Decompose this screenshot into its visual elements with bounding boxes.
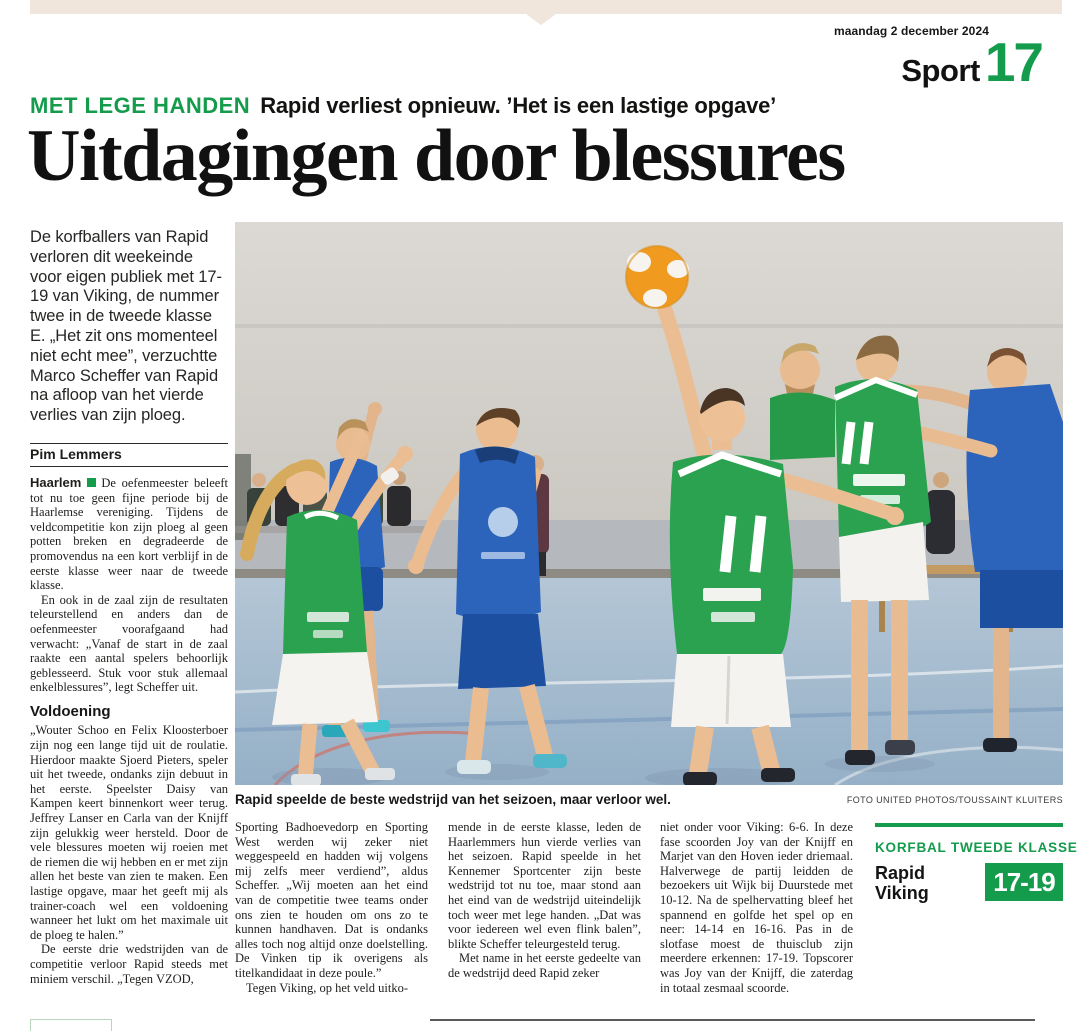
article-paragraph — [30, 476, 228, 593]
masthead — [833, 24, 1042, 93]
article-paragraph: „Wouter Schoo en Felix Kloosterboer zijn nog een lange tijd uit de roulatie. Hierdoor maakte Sjoerd Pieters, speler uit het tweede, ondanks zijn debuut in het eerste. Speelster Daisy van Kampen keert binnenkort weer terug. Jeffrey Lanser en Carla van der Knijff zijn gelukkig weer hersteld. Door de vele blessures moeten wij roeien met de riemen die wij hebben en er met zijn allen het beste van zien te maken. Een lastige opgave, maar het geeft mij als trainer-coach wel een voldoening wanneer het lukt om het maximale uit de ploeg te halen.” — [30, 723, 228, 942]
article-paragraph: mende in de eerste klasse, leden de Haarlemmers hun vierde verlies van het seizoen. Rapid speelde in het Kennemer Sportcenter zijn beste wedstrijd tot nu toe, maar stond aan het eind van de wedstrijd uiteindelijk toch weer met lege handen. „Dat was voor iedereen wel even flink balen”, blikte Scheffer teleurgesteld terug. — [448, 820, 641, 951]
masthead-date: maandag 2 december 2024 — [833, 24, 989, 38]
kicker-deck: Rapid verliest opnieuw. ’Het is een lastige opgave’ — [260, 93, 777, 118]
scorebox — [875, 823, 1078, 903]
masthead-page-number: 17 — [984, 31, 1042, 93]
article-headline: Uitdagingen door blessures — [27, 115, 845, 197]
byline: Pim Lemmers — [30, 443, 228, 467]
fold-notch-icon — [526, 14, 556, 25]
scorebox-rule — [875, 823, 1063, 827]
kicker-tag: MET LEGE HANDEN — [30, 93, 251, 118]
next-article-box-partial — [30, 1019, 112, 1031]
article-paragraph: Tegen Viking, op het veld uitko- — [246, 980, 409, 995]
article-paragraph: niet onder voor Viking: 6-6. In deze fase scoorden Joy van der Knijff en Marjet van den Hoven ieder driemaal. Halverwege de partij leidden de bezoekers uit Wijk bij Duurstede met 10-12. Na de spelhervatting bleef het spannend en golfde het spel op en neer: 14-14 en 16-16. Pas in de slotfase moest de thuisclub zijn meerdere erkennen: 17-19. Topscorer was Joy van der Knijff, die zaterdag in totaal zesmaal scoorde. — [660, 820, 853, 995]
scorebox-score: 17-19 — [985, 863, 1063, 901]
article-paragraph: Met name in het eerste gedeelte van de wedstrijd deed Rapid zeker — [448, 951, 641, 980]
masthead-section-label: Sport — [901, 53, 980, 88]
body-column-1 — [235, 820, 428, 1031]
dateline-marker-icon — [87, 478, 96, 487]
photo-credit: FOTO UNITED PHOTOS/TOUSSAINT KLUITERS — [846, 795, 1063, 805]
photo-caption-row — [235, 792, 1063, 807]
scorebox-heading: KORFBAL TWEEDE KLASSE — [875, 840, 1078, 855]
next-section-rule — [430, 1019, 1035, 1021]
photo-ball — [626, 246, 689, 308]
article-paragraph: En ook in de zaal zijn de resultaten teleurstellend en anders dan de oefenmeester voorafgaand had verwacht: „Vanaf de start in de zaal raakte een aantal spelers behoorlijk geblesseerd. Stuk voor stuk allemaal enkelblessures”, legt Scheffer uit. — [30, 592, 228, 695]
paragraph-text: De oefenmeester beleeft tot nu toe geen fijne periode bij de Haarlemse vereniging. Tijdens de veldcompetitie kon zijn ploeg al geen potten breken en degradeerde de promovendus na een kort verblijf in de eerste klasse weer naar de tweede klasse. — [30, 475, 228, 593]
article-photo — [235, 222, 1063, 785]
body-column-2 — [448, 820, 641, 1031]
article-paragraph: De eerste drie wedstrijden van de competitie verloor Rapid steeds met miniem verschil. „Tegen VZOD, — [30, 942, 228, 986]
left-column — [30, 228, 228, 986]
scorebox-teams — [875, 863, 929, 903]
scorebox-row — [875, 863, 1063, 903]
intro-paragraph: De korfballers van Rapid verloren dit weekeinde voor eigen publiek met 17-19 van Viking, de nummer twee in de tweede klasse E. „Het zit ons momenteel niet echt mee”, verzuchtte Marco Scheffer van Rapid na afloop van het vierde verlies van zijn ploeg. — [30, 228, 222, 425]
body-column-3 — [660, 820, 853, 1031]
dateline: Haarlem — [30, 474, 82, 490]
korfball-action-photo — [235, 222, 1063, 785]
section-subhead: Voldoening — [30, 702, 111, 720]
article-body — [30, 476, 228, 986]
scorebox-away-team: Viking — [875, 883, 929, 903]
photo-caption: Rapid speelde de beste wedstrijd van het seizoen, maar verloor wel. — [235, 792, 671, 807]
scorebox-home-team: Rapid — [875, 863, 926, 883]
page-fold-strip — [30, 0, 1062, 14]
article-paragraph: Sporting Badhoevedorp en Sporting West werden wij zeker niet weggespeeld en hadden wij volgens mij zelfs meer verdiend”, aldus Scheffer. „Wij moeten aan het eind van de competitie twee teams onder ons zien te houden om ons zo te kunnen handhaven. Dat is ondanks alles toch nog altijd onze doelstelling. De Vinken tip ik overigens als titelkandidaat in deze poule.” — [235, 820, 428, 980]
masthead-section-row — [834, 31, 1042, 93]
